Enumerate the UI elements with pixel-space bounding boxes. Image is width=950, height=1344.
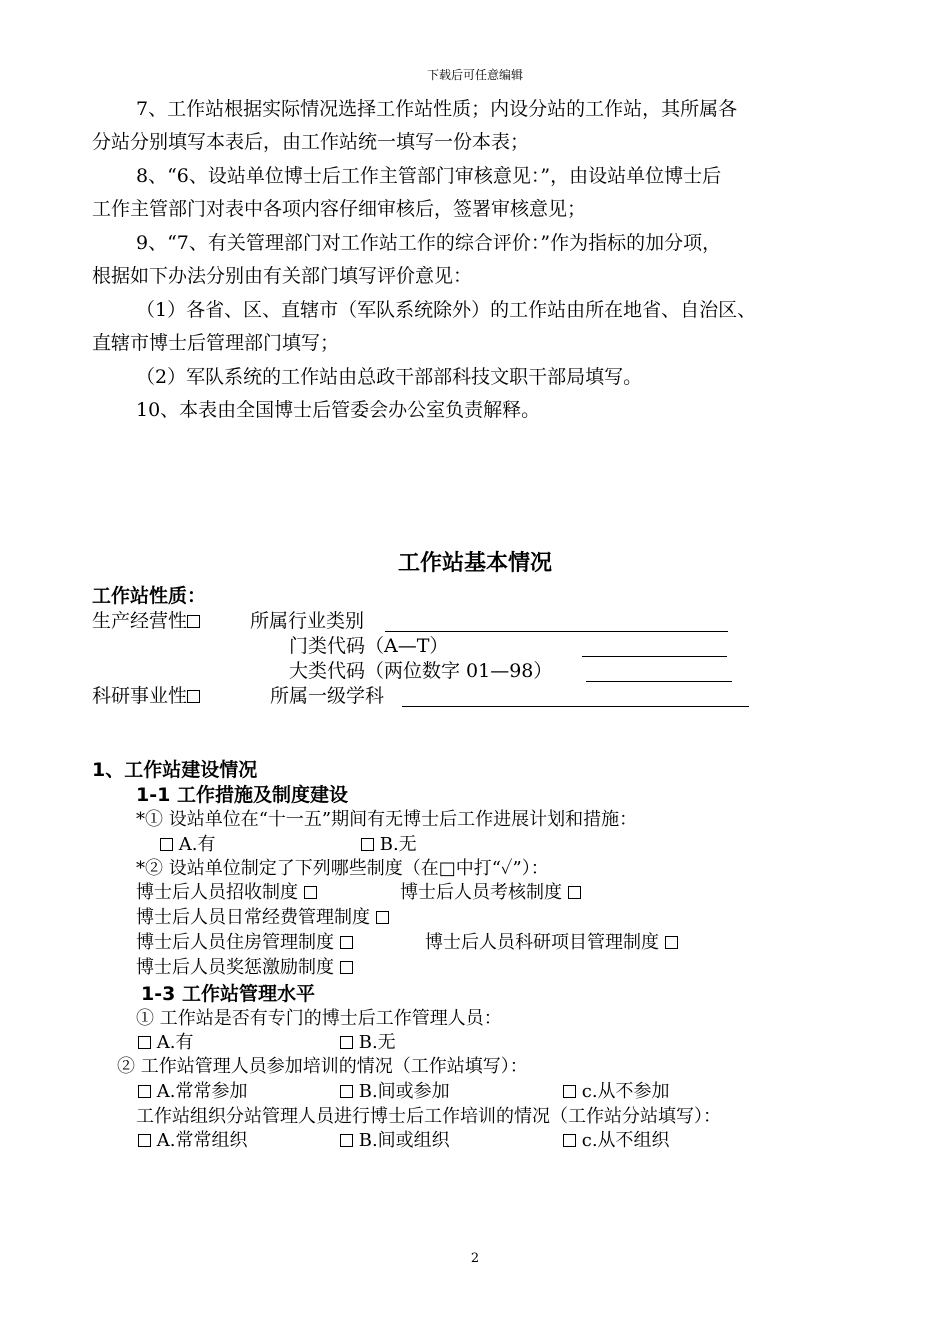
major-code-field[interactable] [586, 681, 732, 682]
q5-a-label: A.常常组织 [156, 1130, 248, 1151]
rule-recruit-label: 博士后人员招收制度 [136, 882, 298, 903]
rule-housing-checkbox[interactable] [340, 936, 353, 949]
q1-a-checkbox[interactable] [160, 838, 173, 851]
q5-c-checkbox[interactable] [563, 1134, 576, 1147]
q4-c-label: c.从不参加 [581, 1081, 670, 1102]
instruction-9-2: （2）军队系统的工作站由总政干部部科技文职干部局填写。 [136, 366, 643, 388]
discipline-label: 所属一级学科 [270, 685, 385, 707]
rule-funds-label: 博士后人员日常经费管理制度 [136, 907, 370, 928]
section-title: 工作站基本情况 [397, 551, 552, 576]
q5-b-checkbox[interactable] [340, 1134, 353, 1147]
q5-b-label: B.间或组织 [358, 1130, 450, 1151]
category-code-field[interactable] [582, 656, 727, 657]
question-2: *② 设站单位制定了下列哪些制度（在□中打“✓”）： [136, 858, 549, 879]
production-label [92, 609, 200, 633]
industry-label: 所属行业类别 [250, 610, 365, 632]
production-checkbox[interactable] [187, 615, 200, 628]
q4-option-a[interactable] [138, 1080, 247, 1104]
production-text: 生产经营性 [92, 610, 188, 632]
rule-assess-label: 博士后人员考核制度 [400, 882, 562, 903]
rule-funds-checkbox[interactable] [376, 911, 389, 924]
q5-option-b[interactable] [340, 1129, 450, 1153]
subsection-1-1: 1-1 工作措施及制度建设 [136, 784, 348, 806]
question-5: 工作站组织分站管理人员进行博士后工作培训的情况（工作站分站填写）： [136, 1106, 721, 1127]
subsection-1-3: 1-3 工作站管理水平 [141, 983, 315, 1005]
q4-option-b[interactable] [340, 1080, 450, 1104]
q1-b-checkbox[interactable] [361, 838, 374, 851]
research-label [92, 684, 200, 708]
question-3: ① 工作站是否有专门的博士后工作管理人员： [136, 1008, 502, 1029]
q4-b-label: B.间或参加 [358, 1081, 450, 1102]
rule-reward-checkbox[interactable] [340, 961, 353, 974]
research-checkbox[interactable] [187, 690, 200, 703]
instruction-9-line1: 9、“7、有关管理部门对工作站工作的综合评价：”作为指标的加分项， [136, 232, 722, 254]
nature-heading: 工作站性质： [92, 585, 207, 607]
instruction-9-line2: 根据如下办法分别由有关部门填写评价意见： [92, 265, 473, 287]
instruction-9-1-line1: （1）各省、区、直辖市（军队系统除外）的工作站由所在地省、自治区、 [136, 299, 757, 321]
q4-option-c[interactable] [563, 1080, 670, 1104]
page-number: 2 [470, 1251, 480, 1266]
rule-research-label: 博士后人员科研项目管理制度 [425, 932, 659, 953]
instruction-7-line1: 7、工作站根据实际情况选择工作站性质；内设分站的工作站，其所属各 [136, 98, 738, 120]
instruction-7-line2: 分站分别填写本表后，由工作站统一填写一份本表； [92, 131, 530, 153]
rule-recruit-checkbox[interactable] [304, 886, 317, 899]
instruction-8-line1: 8、“6、设站单位博士后工作主管部门审核意见：”，由设站单位博士后 [136, 165, 722, 187]
major-code-label: 大类代码（两位数字 01—98） [289, 660, 553, 682]
category-code-label: 门类代码（A—T） [289, 635, 449, 657]
research-text: 科研事业性 [92, 685, 188, 707]
discipline-field[interactable] [402, 706, 749, 707]
q4-a-checkbox[interactable] [138, 1085, 151, 1098]
page-header: 下载后可任意编辑 [426, 68, 523, 82]
rule-reward[interactable] [136, 956, 353, 980]
q1-option-a[interactable] [160, 833, 215, 857]
q4-c-checkbox[interactable] [563, 1085, 576, 1098]
q1-b-label: B.无 [379, 834, 417, 855]
q3-a-checkbox[interactable] [138, 1036, 151, 1049]
rule-reward-label: 博士后人员奖惩激励制度 [136, 957, 334, 978]
question-1: *① 设站单位在“十一五”期间有无博士后工作进展计划和措施： [136, 809, 638, 830]
rule-assess[interactable] [400, 881, 581, 905]
q5-c-label: c.从不组织 [581, 1130, 670, 1151]
rule-research-checkbox[interactable] [665, 936, 678, 949]
q4-b-checkbox[interactable] [340, 1085, 353, 1098]
q3-option-a[interactable] [138, 1031, 193, 1055]
instruction-9-1-line2: 直辖市博士后管理部门填写； [92, 332, 340, 354]
rule-assess-checkbox[interactable] [568, 886, 581, 899]
instruction-8-line2: 工作主管部门对表中各项内容仔细审核后，签署审核意见； [92, 198, 587, 220]
instruction-10: 10、本表由全国博士后管委会办公室负责解释。 [136, 399, 541, 421]
rule-recruit[interactable] [136, 881, 317, 905]
industry-field[interactable] [385, 631, 728, 632]
q5-option-c[interactable] [563, 1129, 670, 1153]
rule-funds[interactable] [136, 906, 389, 930]
rule-housing-label: 博士后人员住房管理制度 [136, 932, 334, 953]
q3-b-label: B.无 [358, 1032, 396, 1053]
q5-a-checkbox[interactable] [138, 1134, 151, 1147]
question-4: ② 工作站管理人员参加培训的情况（工作站填写）： [117, 1056, 528, 1077]
q5-option-a[interactable] [138, 1129, 247, 1153]
q1-option-b[interactable] [361, 833, 417, 857]
q3-b-checkbox[interactable] [340, 1036, 353, 1049]
q4-a-label: A.常常参加 [156, 1081, 248, 1102]
section1-heading: 1、工作站建设情况 [92, 759, 258, 781]
rule-research[interactable] [425, 931, 678, 955]
q1-a-label: A.有 [178, 834, 216, 855]
q3-a-label: A.有 [156, 1032, 194, 1053]
q3-option-b[interactable] [340, 1031, 396, 1055]
rule-housing[interactable] [136, 931, 353, 955]
